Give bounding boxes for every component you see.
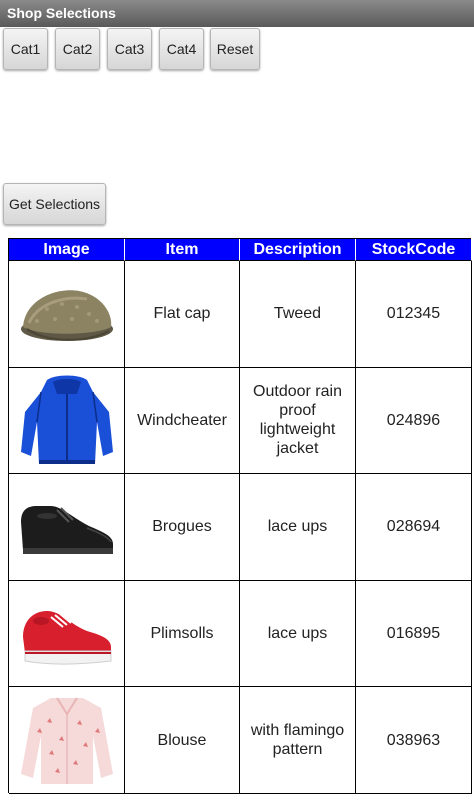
cat3-button[interactable]: Cat3 bbox=[107, 28, 152, 70]
table-cell-item: Plimsolls bbox=[125, 581, 240, 688]
reset-button[interactable]: Reset bbox=[210, 28, 260, 70]
header-description: Description bbox=[240, 239, 356, 261]
table-cell-item: Windcheater bbox=[125, 368, 240, 475]
windcheater-image bbox=[17, 372, 117, 468]
table-row-image bbox=[9, 261, 125, 368]
table-row-image bbox=[9, 474, 125, 581]
table-cell-item: Brogues bbox=[125, 474, 240, 581]
cat4-button[interactable]: Cat4 bbox=[159, 28, 204, 70]
table-cell-description: Tweed bbox=[240, 261, 356, 368]
header-item: Item bbox=[125, 239, 240, 261]
table-cell-item: Blouse bbox=[125, 687, 240, 794]
table-cell-description: Outdoor rain proof lightweight jacket bbox=[240, 368, 356, 475]
table-cell-stockcode: 028694 bbox=[356, 474, 472, 581]
flat-cap-image bbox=[17, 269, 117, 359]
table-row-image bbox=[9, 368, 125, 475]
plimsolls-image bbox=[17, 597, 117, 671]
table-cell-description: lace ups bbox=[240, 581, 356, 688]
header-stockcode: StockCode bbox=[356, 239, 472, 261]
cat1-button[interactable]: Cat1 bbox=[3, 28, 48, 70]
blouse-image bbox=[17, 692, 117, 788]
table-cell-item: Flat cap bbox=[125, 261, 240, 368]
table-cell-description: lace ups bbox=[240, 474, 356, 581]
app-title: Shop Selections bbox=[0, 0, 474, 27]
cat2-button[interactable]: Cat2 bbox=[55, 28, 100, 70]
table-cell-stockcode: 016895 bbox=[356, 581, 472, 688]
table-row-image bbox=[9, 687, 125, 794]
selections-table bbox=[8, 238, 471, 793]
get-selections-button[interactable]: Get Selections bbox=[3, 183, 106, 225]
brogues-image bbox=[17, 492, 117, 562]
table-cell-stockcode: 012345 bbox=[356, 261, 472, 368]
table-row-image bbox=[9, 581, 125, 688]
table-cell-description: with flamingo pattern bbox=[240, 687, 356, 794]
table-cell-stockcode: 038963 bbox=[356, 687, 472, 794]
header-image: Image bbox=[9, 239, 125, 261]
table-cell-stockcode: 024896 bbox=[356, 368, 472, 475]
